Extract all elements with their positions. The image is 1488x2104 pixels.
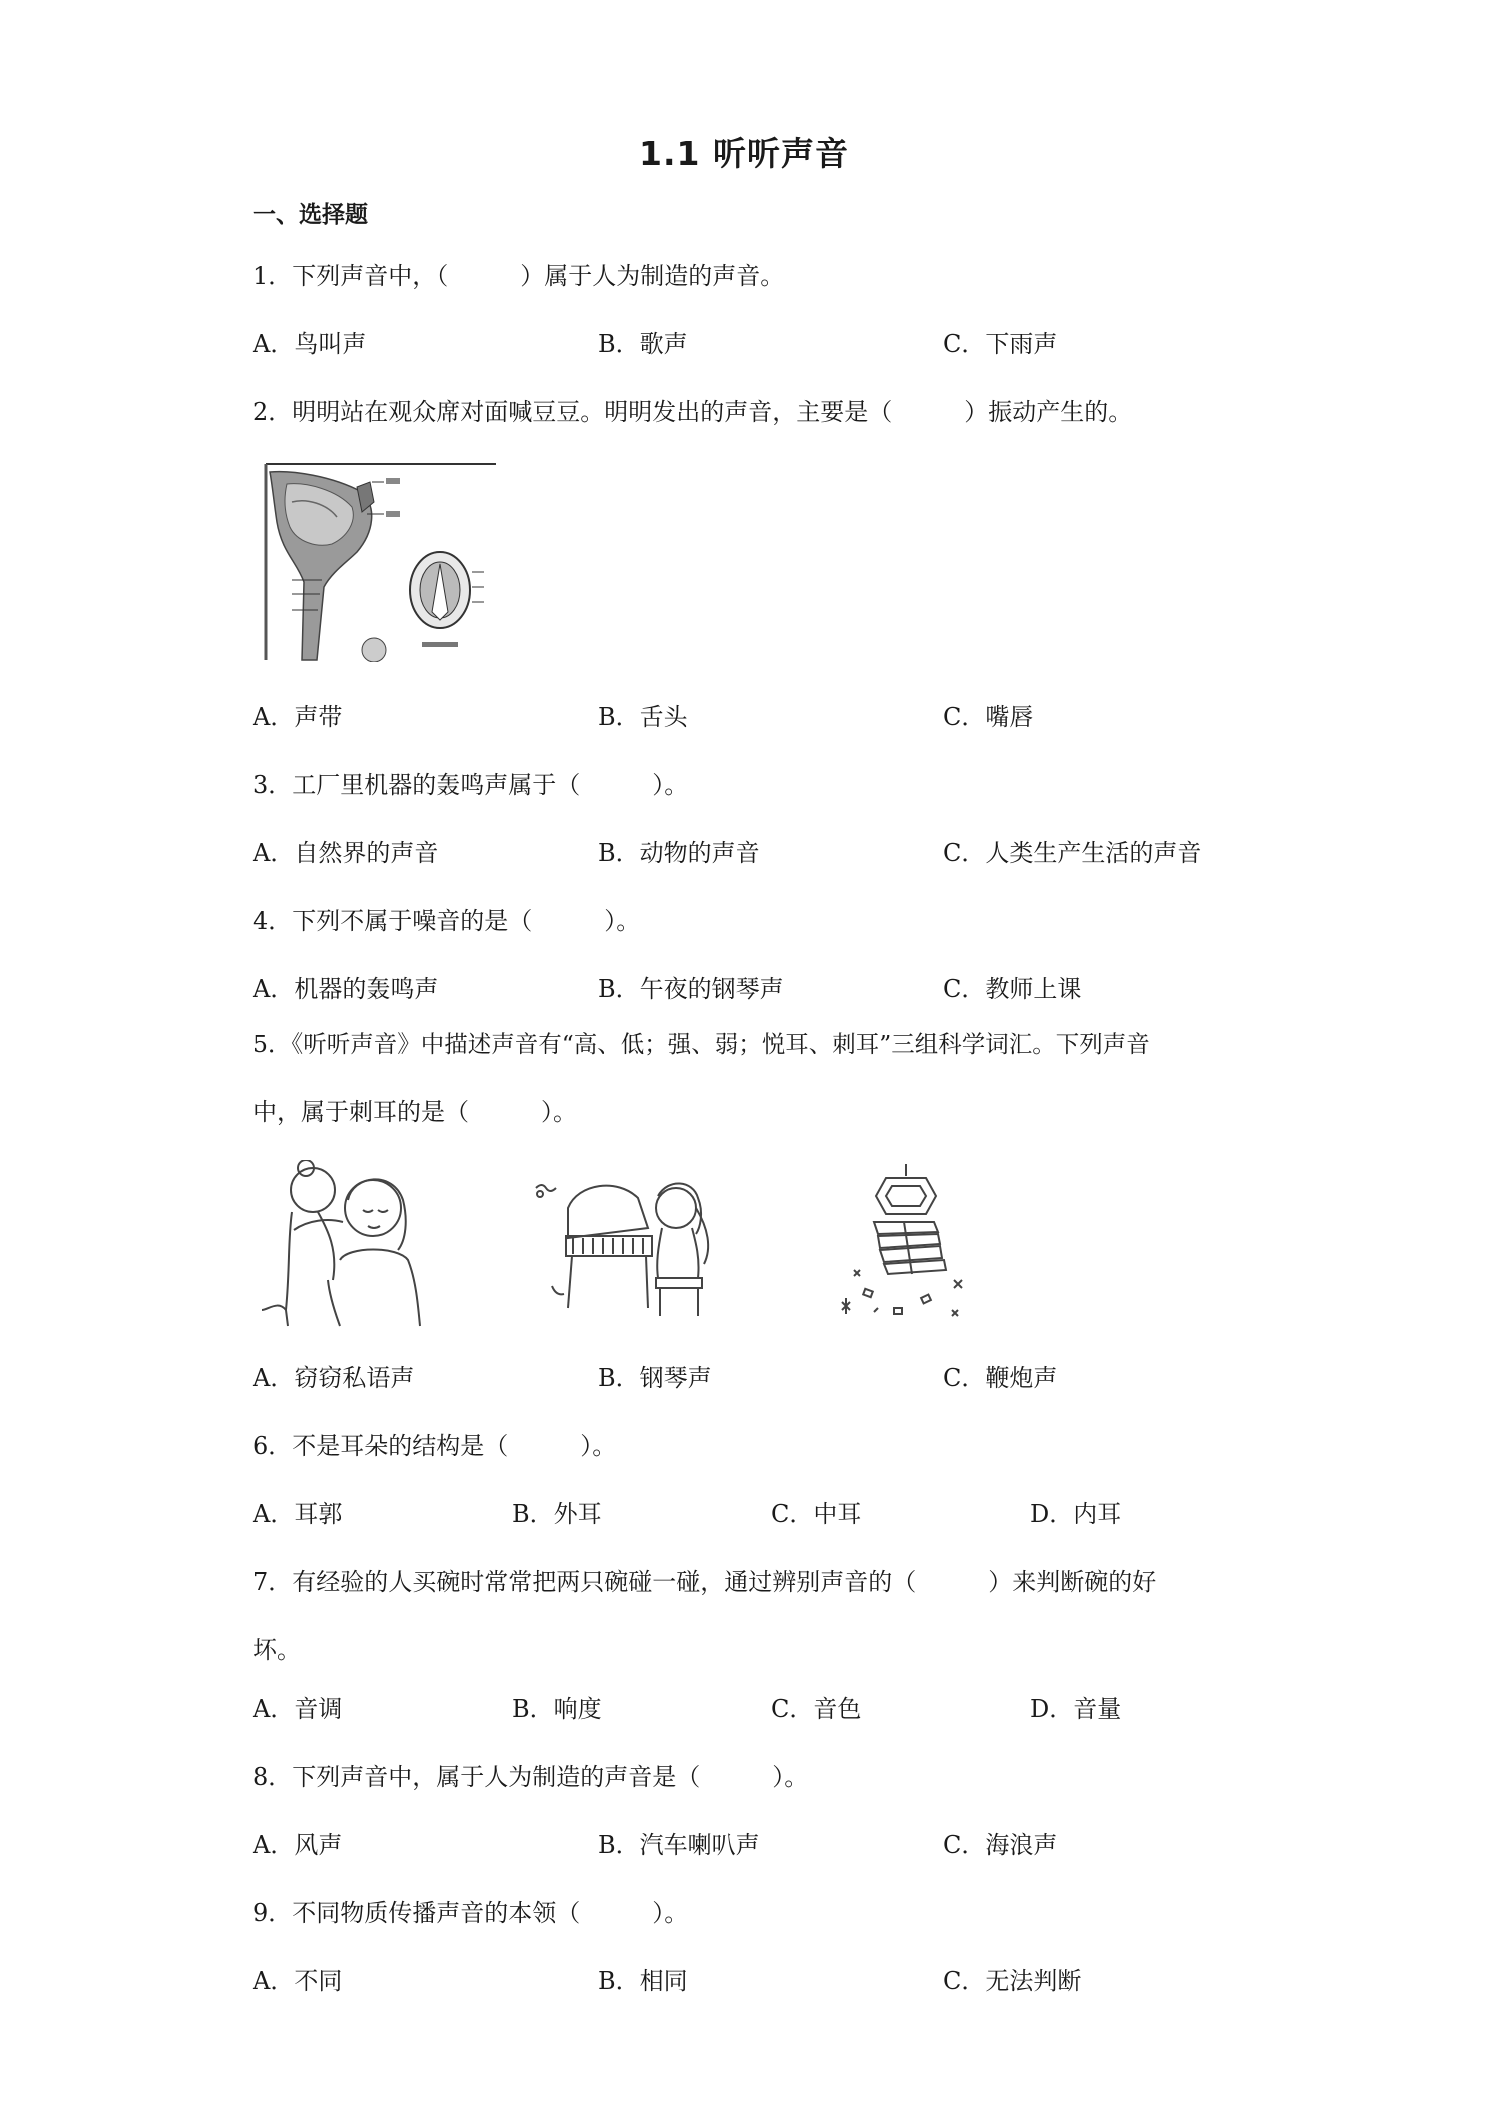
question-5-option-c[interactable]: C．鞭炮声 [943,1364,1058,1392]
question-8-option-a[interactable]: A．风声 [253,1831,343,1859]
question-7-option-a[interactable]: A．音调 [253,1695,343,1723]
question-9-option-b[interactable]: B．相同 [598,1967,688,1995]
question-3-option-a[interactable]: A．自然界的声音 [253,839,439,867]
question-3-stem: 3．工厂里机器的轰鸣声属于（ ）。 [253,771,689,799]
question-5-option-b[interactable]: B．钢琴声 [598,1364,712,1392]
question-2-option-c[interactable]: C．嘴唇 [943,703,1034,731]
question-6-stem: 6．不是耳朵的结构是（ ）。 [253,1432,617,1460]
question-1-option-a[interactable]: A．鸟叫声 [253,330,367,358]
firecracker-illustration [834,1162,984,1324]
question-3-option-c[interactable]: C．人类生产生活的声音 [943,839,1202,867]
question-4-option-c[interactable]: C．教师上课 [943,975,1082,1003]
question-5-stem-line2: 中，属于刺耳的是（ ）。 [253,1098,577,1126]
question-7-stem: 7．有经验的人买碗时常常把两只碗碰一碰，通过辨别声音的（ ）来判断碗的好 [253,1568,1157,1596]
question-5-stem: 5．《听听声音》中描述声音有“高、低；强、弱；悦耳、刺耳”三组科学词汇。下列声音 [253,1030,1150,1058]
question-2-option-b[interactable]: B．舌头 [598,703,688,731]
page-title: 1.1 听听声音 [639,134,849,173]
question-9-stem: 9．不同物质传播声音的本领（ ）。 [253,1899,689,1927]
question-6-option-c[interactable]: C．中耳 [771,1500,862,1528]
question-2-stem: 2．明明站在观众席对面喊豆豆。明明发出的声音，主要是（ ）振动产生的。 [253,398,1133,426]
question-4-option-a[interactable]: A．机器的轰鸣声 [253,975,439,1003]
question-6-option-a[interactable]: A．耳郭 [253,1500,343,1528]
question-6-option-d[interactable]: D．内耳 [1030,1500,1122,1528]
question-7-stem-line2: 坏。 [253,1636,301,1664]
piano-illustration [528,1168,714,1318]
question-8-option-c[interactable]: C．海浪声 [943,1831,1058,1859]
question-7-option-b[interactable]: B．响度 [512,1695,602,1723]
question-5-option-a[interactable]: A．窃窃私语声 [253,1364,415,1392]
question-1-option-b[interactable]: B．歌声 [598,330,688,358]
question-1-option-c[interactable]: C．下雨声 [943,330,1058,358]
question-3-option-b[interactable]: B．动物的声音 [598,839,760,867]
whisper-illustration [258,1160,424,1328]
question-8-option-b[interactable]: B．汽车喇叭声 [598,1831,760,1859]
question-8-stem: 8．下列声音中，属于人为制造的声音是（ ）。 [253,1763,809,1791]
question-9-option-a[interactable]: A．不同 [253,1967,343,1995]
question-7-option-c[interactable]: C．音色 [771,1695,862,1723]
vocal-tract-diagram [262,462,498,662]
section-heading: 一、选择题 [253,202,368,228]
question-1-stem: 1．下列声音中，（ ）属于人为制造的声音。 [253,262,785,290]
question-4-stem: 4．下列不属于噪音的是（ ）。 [253,907,641,935]
question-7-option-d[interactable]: D．音量 [1030,1695,1122,1723]
question-4-option-b[interactable]: B．午夜的钢琴声 [598,975,784,1003]
question-6-option-b[interactable]: B．外耳 [512,1500,602,1528]
question-2-option-a[interactable]: A．声带 [253,703,343,731]
question-9-option-c[interactable]: C．无法判断 [943,1967,1082,1995]
